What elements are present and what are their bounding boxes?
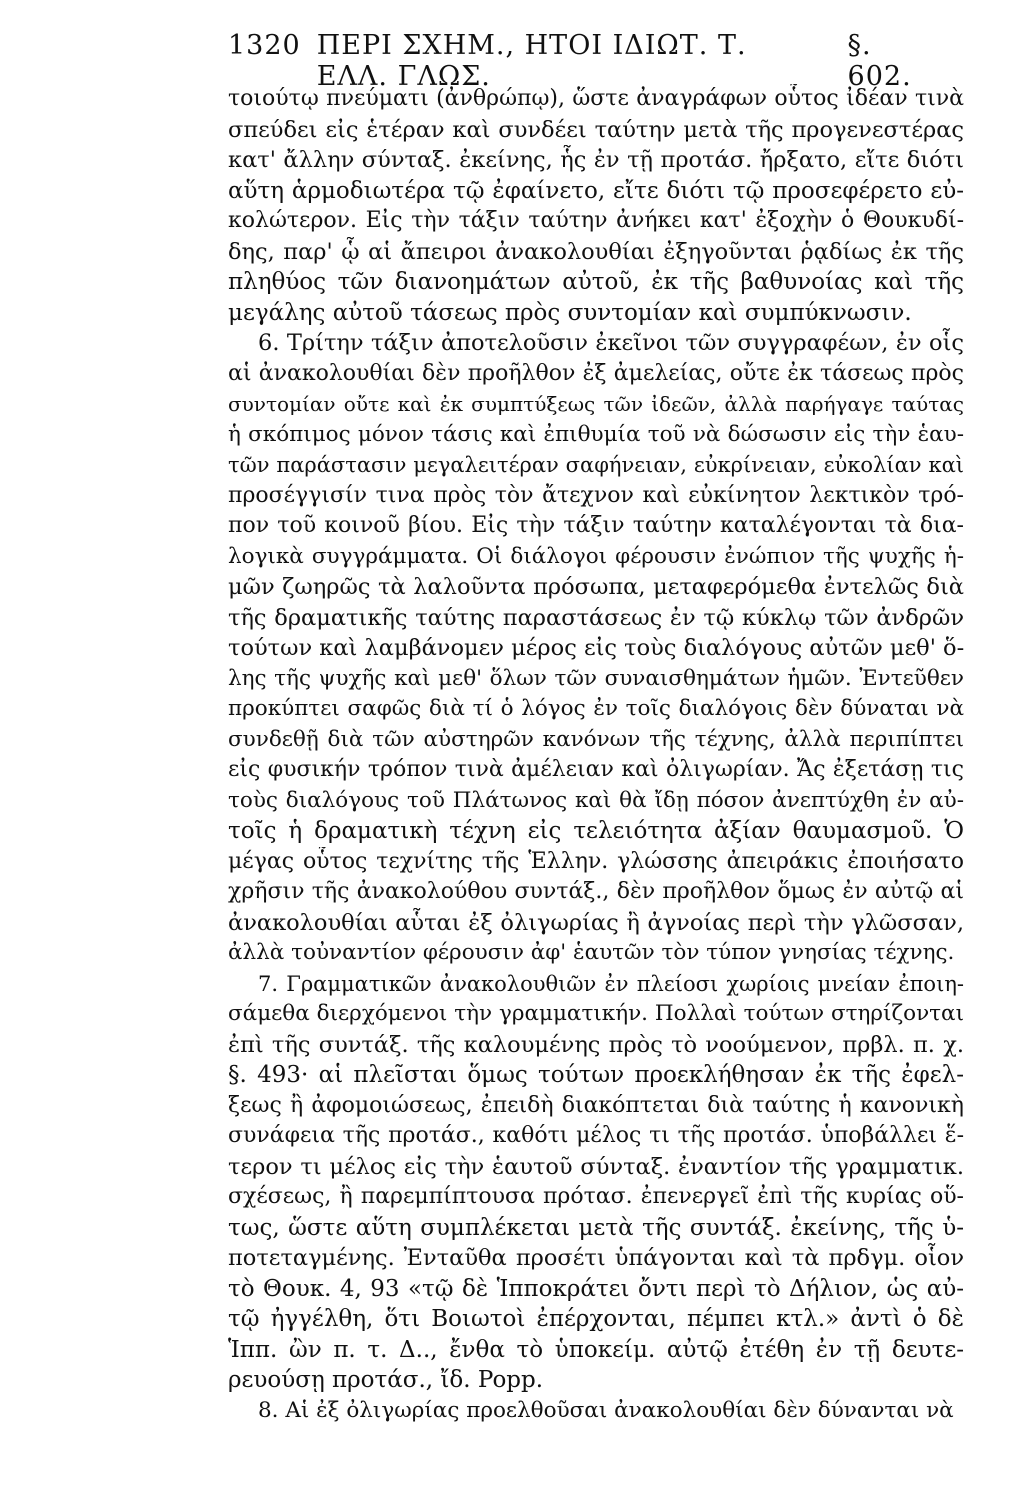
- text-line: τοὺς διαλόγους τοῦ Πλάτωνος καὶ θὰ ἴδῃ πόσον ἀνεπτύχθη ἐν αὐ-: [228, 787, 964, 813]
- paragraph-7-start: 7. Γραμματικῶν ἀνακολουθιῶν ἐν πλείοσι χωρίοις μνείαν ἐποιη-: [258, 971, 964, 996]
- paragraph-6-start: 6. Τρίτην τάξιν ἀποτελοῦσιν ἐκεῖνοι τῶν συγγραφέων, ἐν οἷς: [258, 330, 964, 356]
- text-line: τοιούτῳ πνεύματι (ἀνθρώπῳ), ὥστε ἀναγράφων οὗτος ἰδέαν τινὰ: [228, 86, 964, 111]
- running-head: [228, 30, 928, 92]
- text-line: ἀλλὰ τοὐναντίον φέρουσιν ἀφ' ἑαυτῶν τὸν τύπον γνησίας τέχνης.: [228, 940, 955, 965]
- text-line: τως, ὥστε αὕτη συμπλέκεται μετὰ τῆς συντάξ. ἐκείνης, τῆς ὑ-: [228, 1214, 964, 1241]
- paragraph-8-start: 8. Αἱ ἐξ ὀλιγωρίας προελθοῦσαι ἀνακολουθίαι δὲν δύνανται νὰ: [258, 1397, 954, 1423]
- text-line: τούτων καὶ λαμβάνομεν μέρος εἰς τοὺς διαλόγους αὐτῶν μεθ' ὅ-: [228, 635, 964, 661]
- text-line: λης τῆς ψυχῆς καὶ μεθ' ὅλων τῶν συναισθημάτων ἡμῶν. Ἐντεῦθεν: [228, 665, 964, 691]
- text-line: μεγάλης αὐτοῦ τάσεως πρὸς συντομίαν καὶ συμπύκνωσιν.: [228, 299, 912, 326]
- text-line: χρῆσιν τῆς ἀνακολούθου συντάξ., δὲν προῆλθον ὅμως ἐν αὐτῷ αἱ: [228, 879, 964, 904]
- text-line: συνδεθῇ διὰ τῶν αὐστηρῶν κανόνων τῆς τέχνης, ἀλλὰ περιπίπτει: [228, 726, 964, 752]
- text-line: τερον τι μέλος εἰς τὴν ἑαυτοῦ σύνταξ. ἐναντίον τῆς γραμματικ.: [228, 1153, 964, 1180]
- text-line: ἀνακολουθίαι αὗται ἐξ ὀλιγωρίας ἢ ἀγνοίας περὶ τὴν γλῶσσαν,: [228, 909, 964, 936]
- text-line: ποτεταγμένης. Ἐνταῦθα προσέτι ὑπάγονται καὶ τὰ πρδγμ. οἷον: [228, 1245, 964, 1271]
- text-line: κατ' ἄλλην σύνταξ. ἐκείνης, ἧς ἐν τῇ προτάσ. ἤρξατο, εἴτε διότι: [228, 147, 964, 173]
- text-line: σχέσεως, ἢ παρεμπίπτουσα πρότασ. ἐπενεργεῖ ἐπὶ τῆς κυρίας οὕ-: [228, 1184, 964, 1209]
- text-line: ἐπὶ τῆς συντάξ. τῆς καλουμένης πρὸς τὸ νοούμενον, πρβλ. π. χ.: [228, 1031, 964, 1058]
- text-line: τῶν παράστασιν μεγαλειτέραν σαφήνειαν, εὐκρίνειαν, εὐκολίαν καὶ: [228, 453, 964, 477]
- page-number: 1320: [228, 30, 301, 61]
- text-line: προκύπτει σαφῶς διὰ τί ὁ λόγος ἐν τοῖς διαλόγοις δὲν δύναται νὰ: [228, 696, 964, 721]
- text-line: πον τοῦ κοινοῦ βίου. Εἰς τὴν τάξιν ταύτην καταλέγονται τὰ δια-: [228, 513, 964, 538]
- text-line: μῶν ζωηρῶς τὰ λαλοῦντα πρόσωπα, μεταφερόμεθα ἐντελῶς διὰ: [228, 574, 964, 600]
- text-line: τοῖς ἡ δραματικὴ τέχνη εἰς τελειότητα ἀξίαν θαυμασμοῦ. Ὁ: [228, 818, 964, 844]
- text-line: μέγας οὗτος τεχνίτης τῆς Ἑλλην. γλώσσης ἀπειράκις ἐποιήσατο: [228, 848, 964, 874]
- text-line: τὸ Θουκ. 4, 93 «τῷ δὲ Ἱπποκράτει ὄντι περὶ τὸ Δήλιον, ὡς αὐ-: [228, 1275, 964, 1302]
- text-line: αἱ ἀνακολουθίαι δὲν προῆλθον ἐξ ἀμελείας, οὔτε ἐκ τάσεως πρὸς: [228, 360, 964, 386]
- text-line: συνάφεια τῆς προτάσ., καθότι μέλος τι τῆς προτάσ. ὑποβάλλει ἕ-: [228, 1123, 964, 1148]
- text-line: εἰς φυσικήν τρόπον τινὰ ἀμέλειαν καὶ ὀλιγωρίαν. Ἄς ἐξετάσῃ τις: [228, 757, 964, 782]
- text-line: τῆς δραματικῆς ταύτης παραστάσεως ἐν τῷ κύκλῳ τῶν ἀνδρῶν: [228, 604, 964, 631]
- text-line: πληθύος τῶν διανοημάτων αὐτοῦ, ἐκ τῆς βαθυνοίας καὶ τῆς: [228, 269, 964, 295]
- text-line: σάμεθα διερχόμενοι τὴν γραμματικήν. Πολλαὶ τούτων στηρίζονται: [228, 1001, 964, 1026]
- text-line: ρευούσῃ προτάσ., ἴδ. Popp.: [228, 1367, 544, 1393]
- text-line: ἡ σκόπιμος μόνον τάσις καὶ ἐπιθυμία τοῦ νὰ δώσωσιν εἰς τὴν ἑαυ-: [228, 421, 964, 447]
- text-line: σπεύδει εἰς ἑτέραν καὶ συνδέει ταύτην μετὰ τῆς προγενεστέρας: [228, 116, 964, 143]
- body-text: [228, 84, 964, 1426]
- text-line: συντομίαν οὔτε καὶ ἐκ συμπτύξεως τῶν ἰδεῶν, ἀλλὰ παρήγαγε ταύτας: [228, 392, 964, 416]
- running-title: ΠΕΡΙ ΣΧΗΜ., ΗΤΟΙ ΙΔΙΩΤ. Τ. ΕΛΛ. ΓΛΩΣ.: [316, 30, 747, 92]
- text-line: §. 493· αἱ πλεῖσται ὅμως τούτων προεκλήθησαν ἐκ τῆς ἐφελ-: [228, 1062, 964, 1088]
- text-line: Ἱππ. ὢν π. τ. Δ.., ἔνθα τὸ ὑποκείμ. αὐτῷ ἐτέθη ἐν τῇ δευτε-: [228, 1336, 964, 1363]
- text-line: κολώτερον. Εἰς τὴν τάξιν ταύτην ἀνήκει κατ' ἐξοχὴν ὁ Θουκυδί-: [228, 208, 964, 233]
- text-line: λογικὰ συγγράμματα. Οἱ διάλογοι φέρουσιν ἐνώπιον τῆς ψυχῆς ἡ-: [228, 543, 964, 569]
- text-line: δης, παρ' ᾧ αἱ ἄπειροι ἀνακολουθίαι ἐξηγοῦνται ῥᾳδίως ἐκ τῆς: [228, 238, 964, 265]
- section-number: §. 602.: [847, 30, 912, 92]
- text-line: τῷ ἠγγέλθη, ὅτι Βοιωτοὶ ἐπέρχονται, πέμπει κτλ.» ἀντὶ ὁ δὲ: [228, 1306, 964, 1332]
- text-line: αὕτη ἁρμοδιωτέρα τῷ ἐφαίνετο, εἴτε διότι τῷ προσεφέρετο εὐ-: [228, 177, 964, 204]
- text-line: ξεως ἢ ἀφομοιώσεως, ἐπειδὴ διακόπτεται διὰ ταύτης ἡ κανονικὴ: [228, 1092, 964, 1118]
- text-line: προσέγγισίν τινα πρὸς τὸν ἄτεχνον καὶ εὐκίνητον λεκτικὸν τρό-: [228, 482, 964, 508]
